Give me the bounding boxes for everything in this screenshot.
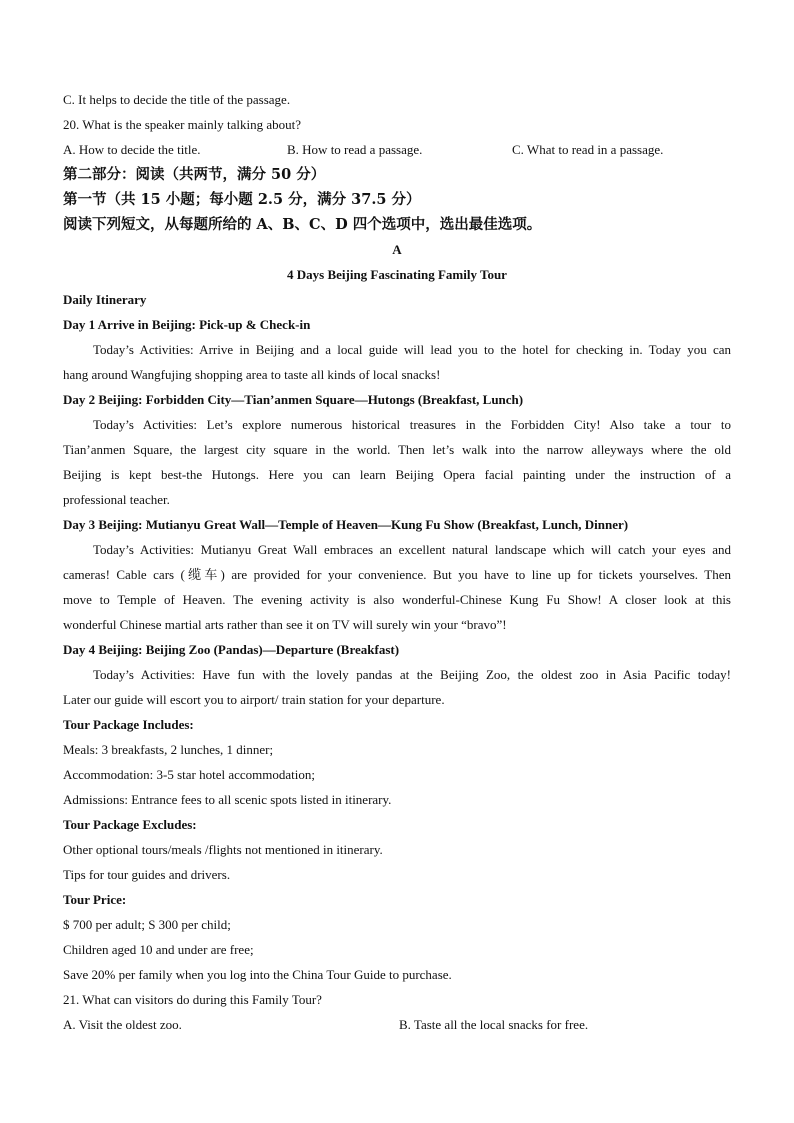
includes-accommodation: Accommodation: 3-5 star hotel accommodation; xyxy=(63,767,315,782)
q20-option-b: B. How to read a passage. xyxy=(287,142,423,157)
part2-heading: 第二部分：阅读（共两节，满分 50 分） xyxy=(63,166,326,183)
price-line2: Children aged 10 and under are free; xyxy=(63,942,254,957)
q21-options xyxy=(63,1012,731,1037)
price-line1: $ 700 per adult; S 300 per child; xyxy=(63,917,231,932)
day1-line1: Today’s Activities: Arrive in Beijing and a local guide will lead you to the hotel for checking in. Today you can xyxy=(93,342,731,357)
day2-line2: Tian’anmen Square, the largest city square in the world. Then let’s walk into the narrow alleyways where the old xyxy=(63,442,731,457)
excludes-item1: Other optional tours/meals /flights not mentioned in itinerary. xyxy=(63,842,383,857)
day4-line1: Today’s Activities: Have fun with the lovely pandas at the Beijing Zoo, the oldest zoo in Asia Pacific today! xyxy=(93,667,731,682)
q21-option-b: B. Taste all the local snacks for free. xyxy=(399,1017,589,1032)
q21-stem: 21. What can visitors do during this Family Tour? xyxy=(63,992,322,1007)
day1-line2: hang around Wangfujing shopping area to taste all kinds of local snacks! xyxy=(63,367,441,382)
day3-line1: Today’s Activities: Mutianyu Great Wall embraces an excellent natural landscape which will catch your eyes and xyxy=(93,542,731,557)
q19-option-c: C. It helps to decide the title of the passage. xyxy=(63,92,291,107)
section1-heading: 第一节（共 15 小题；每小题 2.5 分，满分 37.5 分） xyxy=(63,191,421,208)
day4-heading: Day 4 Beijing: Beijing Zoo (Pandas)—Departure (Breakfast) xyxy=(63,642,400,657)
price-line3: Save 20% per family when you log into the China Tour Guide to purchase. xyxy=(63,967,452,982)
day2-line4: professional teacher. xyxy=(63,492,170,507)
passage-letter: A xyxy=(392,242,402,257)
day2-line3: Beijing is kept best-the Hutongs. Here you can learn Beijing Opera facial painting under the instruction of a xyxy=(63,467,731,482)
passage-title: 4 Days Beijing Fascinating Family Tour xyxy=(287,267,507,282)
price-heading: Tour Price: xyxy=(63,892,127,907)
day1-heading: Day 1 Arrive in Beijing: Pick-up & Check-in xyxy=(63,317,311,332)
q20-option-c: C. What to read in a passage. xyxy=(512,142,664,157)
q20-option-a: A. How to decide the title. xyxy=(63,142,201,157)
day3-line3: move to Temple of Heaven. The evening activity is also wonderful-Chinese Kung Fu Show! A closer look at this xyxy=(63,592,731,607)
includes-heading: Tour Package Includes: xyxy=(63,717,194,732)
day2-heading: Day 2 Beijing: Forbidden City—Tian’anmen Square—Hutongs (Breakfast, Lunch) xyxy=(63,392,524,407)
day3-line4: wonderful Chinese martial arts rather than see it on TV will surely win your “bravo”! xyxy=(63,617,507,632)
instruction: 阅读下列短文，从每题所给的 A、B、C、D 四个选项中，选出最佳选项。 xyxy=(63,216,542,233)
includes-admissions: Admissions: Entrance fees to all scenic spots listed in itinerary. xyxy=(63,792,392,807)
day4-line2: Later our guide will escort you to airport/ train station for your departure. xyxy=(63,692,445,707)
excludes-heading: Tour Package Excludes: xyxy=(63,817,197,832)
q20-stem: 20. What is the speaker mainly talking about? xyxy=(63,117,302,132)
day2-line1: Today’s Activities: Let’s explore numerous historical treasures in the Forbidden City! Also take a tour to xyxy=(93,417,731,432)
itinerary-heading: Daily Itinerary xyxy=(63,292,147,307)
day3-heading: Day 3 Beijing: Mutianyu Great Wall—Temple of Heaven—Kung Fu Show (Breakfast, Lunch, Dinner) xyxy=(63,517,629,532)
exam-page xyxy=(63,87,731,1037)
day3-line2: cameras! Cable cars (缆车) are provided for your convenience. But you have to line up for tickets yourselves. Then xyxy=(63,567,731,582)
excludes-item2: Tips for tour guides and drivers. xyxy=(63,867,231,882)
q21-option-a: A. Visit the oldest zoo. xyxy=(63,1017,182,1032)
includes-meals: Meals: 3 breakfasts, 2 lunches, 1 dinner; xyxy=(63,742,274,757)
q20-options xyxy=(63,137,731,162)
